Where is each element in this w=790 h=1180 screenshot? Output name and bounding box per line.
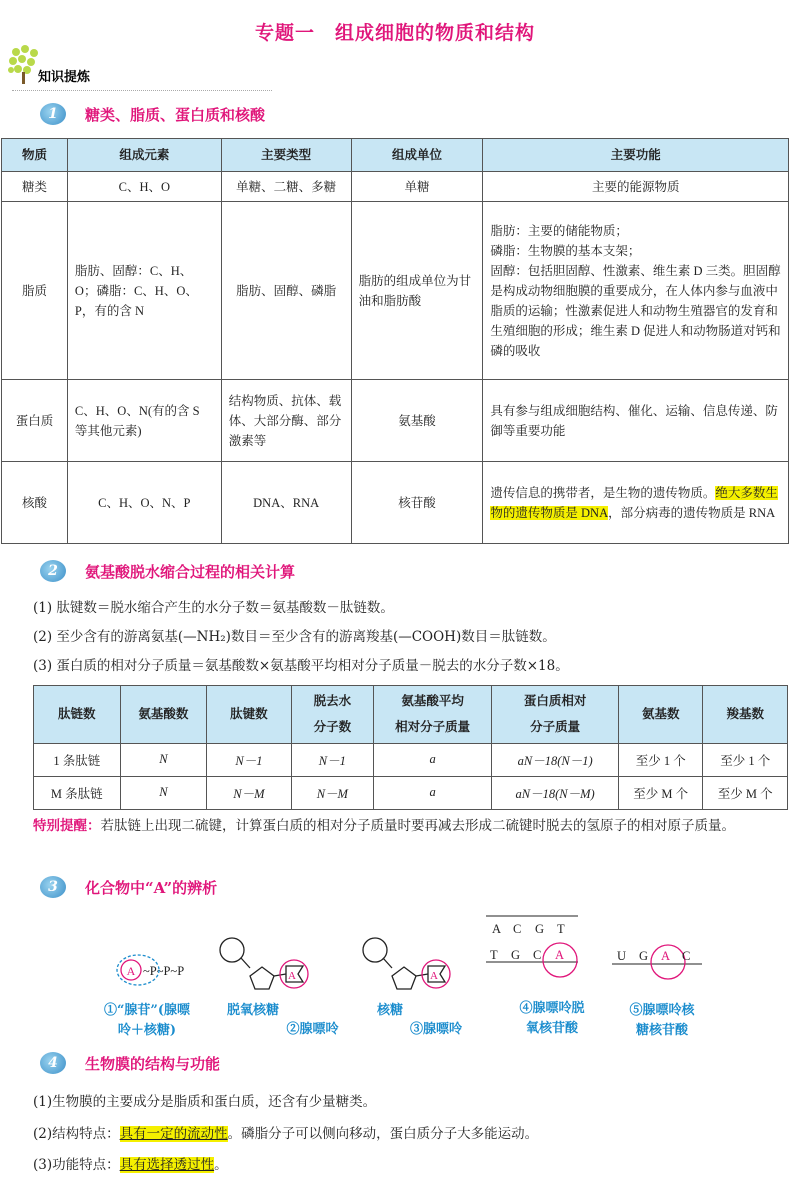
header-line: 氨基酸平均	[401, 694, 464, 708]
table-header	[492, 686, 619, 744]
caption-line: 呤＋核糖)	[117, 1023, 177, 1038]
section-title-3: 化合物中“A”的辨析	[85, 879, 218, 897]
section-number-3: 3	[40, 876, 66, 898]
section-number-4: 4	[40, 1052, 66, 1074]
table-header: 组成单位	[351, 139, 483, 172]
table-cell: 至少 1 个	[619, 743, 703, 776]
dna-base: G	[511, 948, 521, 962]
caption-line: 氧核苷酸	[525, 1021, 578, 1036]
dna-base: A	[555, 948, 565, 962]
membrane-text: 。	[214, 1157, 228, 1173]
table-cell: aN－18(N－M)	[492, 776, 619, 809]
table-cell: N－1	[291, 743, 373, 776]
rna-base: U	[617, 949, 627, 963]
table-cell: 至少 1 个	[703, 743, 788, 776]
diagram-caption-1	[82, 1001, 212, 1041]
rna-base: A	[661, 949, 671, 963]
dna-base: C	[533, 948, 542, 962]
table-header: 肽键数	[207, 686, 291, 744]
table-cell: 氨基酸	[351, 380, 483, 462]
table-cell: 脂肪的组成单位为甘油和脂肪酸	[351, 202, 483, 380]
section-title-2: 氨基酸脱水缩合过程的相关计算	[85, 563, 296, 581]
dna-base: C	[513, 922, 522, 936]
table-row	[2, 172, 789, 202]
caption-line: ④腺嘌呤脱	[519, 1001, 585, 1016]
diagram-caption-4	[508, 999, 596, 1039]
rna-base: C	[682, 949, 691, 963]
table-cell: C、H、O	[67, 172, 221, 202]
table-cell: a	[374, 776, 492, 809]
section-title-4: 生物膜的结构与功能	[85, 1055, 221, 1073]
membrane-line	[33, 1122, 538, 1142]
table-cell: M 条肽链	[34, 776, 121, 809]
table-header	[291, 686, 373, 744]
table-header: 羧基数	[703, 686, 788, 744]
table-cell: 蛋白质	[2, 380, 68, 462]
function-text: ，部分病毒的遗传物质是 RNA	[608, 505, 776, 520]
table-row	[34, 776, 788, 809]
special-note	[33, 813, 785, 839]
calc-line: (2) 至少含有的游离氨基(—NH₂)数目＝至少含有的游离羧基(—COOH)数目＝肽链数。	[33, 629, 556, 645]
membrane-text: 。磷脂分子可以侧向移动，蛋白质分子大多能运动。	[227, 1126, 539, 1142]
diagram-caption-2b: ②腺嘌呤	[286, 1022, 339, 1037]
svg-text:A: A	[288, 970, 296, 982]
svg-text:A: A	[430, 970, 438, 982]
peptide-calc-table	[33, 685, 788, 810]
atp-structure	[117, 955, 184, 985]
membrane-text: (3)功能特点：	[33, 1157, 120, 1173]
table-cell: N－M	[291, 776, 373, 809]
table-cell: 主要的能源物质	[483, 172, 789, 202]
table-cell: C、H、O、N(有的含 S 等其他元素)	[67, 380, 221, 462]
table-header: 组成元素	[67, 139, 221, 172]
table-cell: 脂质	[2, 202, 68, 380]
section-number-1: 1	[40, 103, 66, 125]
atp-label	[0, 955, 1, 956]
rna-base: G	[639, 949, 649, 963]
highlighted-text: 具有一定的流动性	[119, 1126, 228, 1142]
table-cell: 1 条肽链	[34, 743, 121, 776]
table-cell: 结构物质、抗体、载体、大部分酶、部分激素等	[221, 380, 351, 462]
table-cell: aN－18(N－1)	[492, 743, 619, 776]
header-line: 蛋白质相对	[523, 694, 587, 708]
membrane-line	[33, 1090, 376, 1110]
table-header: 物质	[2, 139, 68, 172]
table-header: 氨基数	[619, 686, 703, 744]
calc-line: (3) 蛋白质的相对分子质量＝氨基酸数×氨基酸平均相对分子质量－脱去的水分子数×18。	[33, 658, 569, 674]
diagram-caption-2a: 脱氧核糖	[226, 1003, 279, 1018]
table-cell: a	[374, 743, 492, 776]
table-cell: C、H、O、N、P	[67, 462, 221, 544]
svg-text:A: A	[126, 964, 136, 978]
section-header-tag: 知识提炼	[38, 70, 91, 85]
diagram-caption-3a: 核糖	[376, 1003, 403, 1018]
caption-line: ⑤腺嘌呤核	[629, 1003, 695, 1018]
table-cell: 至少 M 个	[619, 776, 703, 809]
caption-line: ①“腺苷”(腺嘌	[103, 1003, 191, 1018]
header-line: 相对分子质量	[395, 720, 471, 735]
dna-base: A	[492, 922, 502, 936]
table-cell: 糖类	[2, 172, 68, 202]
special-note-label: 特别提醒：	[33, 818, 101, 834]
highlighted-text: 具有选择透过性	[119, 1157, 215, 1173]
calc-line: (1) 肽键数＝脱水缩合产生的水分子数＝氨基酸数－肽链数。	[33, 600, 394, 616]
page-title: 专题一 组成细胞的物质和结构	[254, 22, 535, 44]
header-line: 脱去水	[313, 694, 352, 708]
table-header-row	[2, 139, 789, 172]
table-cell: N－M	[207, 776, 291, 809]
table-cell	[483, 202, 789, 380]
table-row	[34, 743, 788, 776]
table-cell: 单糖、二糖、多糖	[221, 172, 351, 202]
table-header: 肽链数	[34, 686, 121, 744]
function-line: 磷脂：生物膜的基本支架；	[490, 243, 641, 258]
table-cell: 脂肪、固醇、磷脂	[221, 202, 351, 380]
atp-label-holder	[0, 955, 1, 956]
membrane-text: (2)结构特点：	[33, 1126, 120, 1142]
table-cell: N	[120, 776, 207, 809]
table-header	[374, 686, 492, 744]
dna-base: T	[490, 948, 498, 962]
table-header: 主要类型	[221, 139, 351, 172]
special-note-text: 若肽链上出现二硫键，计算蛋白质的相对分子质量时要再减去形成二硫键时脱去的氢原子的相对原子质量。	[100, 818, 735, 834]
svg-text:~P~P~P: ~P~P~P	[143, 964, 185, 978]
table-cell: 脂肪、固醇：C、H、O；磷脂：C、H、O、P，有的含 N	[67, 202, 221, 380]
table-header: 氨基酸数	[120, 686, 207, 744]
dna-base: T	[557, 922, 565, 936]
table-cell: 单糖	[351, 172, 483, 202]
dna-base: G	[535, 922, 545, 936]
table-cell: 具有参与组成细胞结构、催化、运输、信息传递、防御等重要功能	[483, 380, 789, 462]
table-cell: N－1	[207, 743, 291, 776]
table-cell: 核苷酸	[351, 462, 483, 544]
function-text: 遗传信息的携带者，是生物的遗传物质。	[490, 485, 716, 500]
biomolecule-table	[1, 138, 789, 544]
diagram-caption-5	[618, 1001, 706, 1041]
diagram-caption-3b: ③腺嘌呤	[409, 1022, 462, 1037]
membrane-line	[33, 1153, 228, 1173]
header-divider	[12, 90, 272, 92]
table-cell: N	[120, 743, 207, 776]
table-header-row	[34, 686, 788, 744]
section-number-2: 2	[40, 560, 66, 582]
function-line: 脂肪：主要的储能物质；	[490, 223, 628, 238]
section-title-1: 糖类、脂质、蛋白质和核酸	[85, 106, 266, 124]
highlighted-text: 绝大多数生物的遗传物质是 DNA	[490, 485, 778, 520]
function-line: 固醇：包括胆固醇、性激素、维生素 D 三类。胆固醇是构成动物细胞膜的重要成分，在人体内参与血液中脂质的运输；性激素促进人和动物生殖器官的发育和生殖细胞的形成；维生素 D 促进人和动物肠道对钙和磷的吸收	[490, 263, 781, 358]
table-cell: DNA、RNA	[221, 462, 351, 544]
caption-line: 糖核苷酸	[635, 1023, 688, 1038]
table-row	[2, 380, 789, 462]
table-row	[2, 462, 789, 544]
header-line: 分子质量	[530, 720, 581, 735]
membrane-text: (1)生物膜的主要成分是脂质和蛋白质，还含有少量糖类。	[33, 1094, 377, 1110]
table-cell	[483, 462, 789, 544]
header-line: 分子数	[313, 720, 352, 735]
table-cell: 核酸	[2, 462, 68, 544]
table-header: 主要功能	[483, 139, 789, 172]
table-row	[2, 202, 789, 380]
table-cell: 至少 M 个	[703, 776, 788, 809]
